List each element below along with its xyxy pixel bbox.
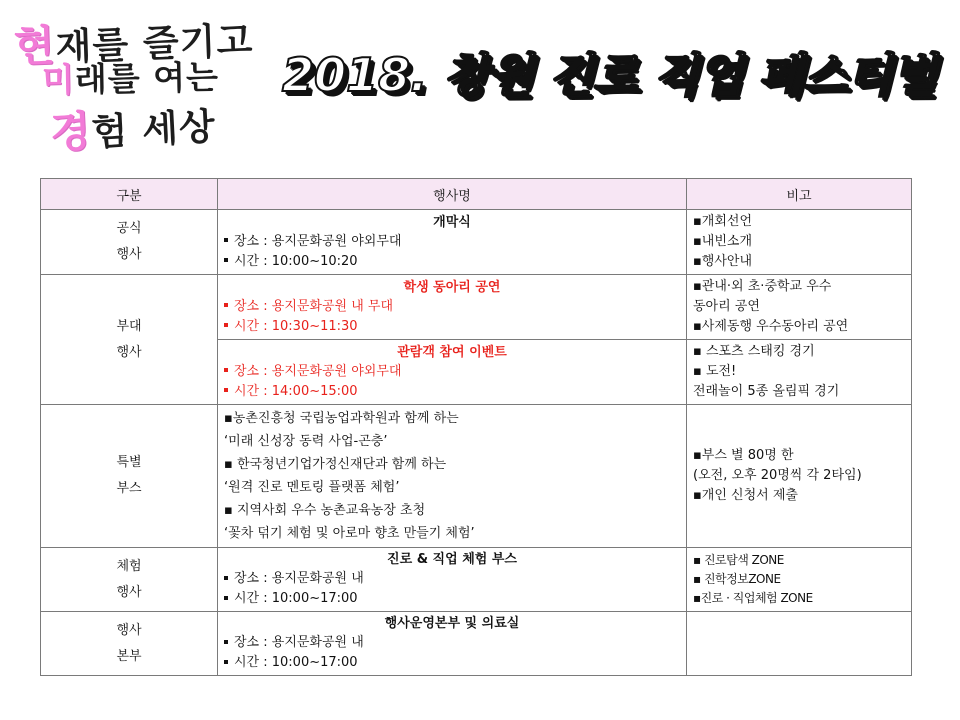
table-header-row <box>41 179 912 210</box>
category-cell <box>41 405 218 548</box>
logo-accent-char: 미 <box>41 59 76 100</box>
bullet-icon <box>224 388 228 392</box>
category-label: 행사 <box>116 622 142 638</box>
bullet-icon <box>224 238 228 242</box>
event-place <box>224 633 680 653</box>
event-place <box>224 362 680 382</box>
table-row <box>41 405 912 548</box>
remark-line: ▪ 스포츠 스태킹 경기 <box>693 344 815 359</box>
remarks-cell <box>687 340 912 405</box>
remark-line: ▪ 진로탐색 ZONE <box>693 553 784 567</box>
booth-line: ▪ 한국청년기업가정신재단과 함께 하는 <box>224 457 447 472</box>
logo-text: 험 세상 <box>90 104 217 155</box>
column-header-remarks: 비고 <box>687 179 912 210</box>
category-label: 공식 <box>116 221 142 236</box>
event-time-text: 시간 : 10:00~17:00 <box>234 655 358 670</box>
event-time <box>224 653 680 673</box>
schedule-table <box>40 178 912 676</box>
booth-line: ‘꽃차 덖기 체험 및 아로마 향초 만들기 체험’ <box>224 526 475 541</box>
logo-line-3 <box>48 104 217 158</box>
event-place-text: 장소 : 용지문화공원 야외무대 <box>234 233 402 249</box>
event-place <box>224 232 680 252</box>
bullet-icon <box>224 576 228 580</box>
event-place <box>224 297 680 317</box>
table-row <box>41 210 912 275</box>
remark-line: 전래놀이 5종 올림픽 경기 <box>693 384 840 399</box>
event-cell <box>218 405 687 548</box>
remarks-cell <box>687 548 912 612</box>
event-time <box>224 382 680 402</box>
table-row <box>41 548 912 612</box>
logo-accent-char: 현 <box>13 20 57 72</box>
category-label: 체험 <box>116 558 142 574</box>
bullet-icon <box>224 640 228 644</box>
event-cell <box>218 275 687 340</box>
remark-line: ▪진로 · 직업체험 ZONE <box>693 591 813 605</box>
category-label: 부대 <box>116 318 142 334</box>
logo-text: 래를 여는 <box>74 57 220 99</box>
event-title: 학생 동아리 공연 <box>403 279 501 295</box>
bullet-icon <box>224 368 228 372</box>
remark-line: ▪사제동행 우수동아리 공연 <box>693 319 849 334</box>
category-label: 행사 <box>116 247 142 262</box>
remark-line: ▪관내·외 초·중학교 우수 <box>693 279 832 294</box>
category-cell <box>41 275 218 405</box>
event-time-text: 시간 : 10:00~10:20 <box>234 253 358 269</box>
remark-line: ▪개회선언 <box>693 214 753 229</box>
column-header-event-name: 행사명 <box>218 179 687 210</box>
category-label: 본부 <box>116 648 142 664</box>
booth-line: ▪ 지역사회 우수 농촌교육농장 초청 <box>224 503 426 518</box>
remarks-cell <box>687 210 912 275</box>
logo-accent-char: 경 <box>48 106 93 158</box>
bullet-icon <box>224 258 228 262</box>
event-place-text: 장소 : 용지문화공원 내 무대 <box>234 298 394 314</box>
bullet-icon <box>224 323 228 327</box>
event-time <box>224 252 680 272</box>
category-cell <box>41 210 218 275</box>
booth-line: ▪농촌진흥청 국립농업과학원과 함께 하는 <box>224 411 459 426</box>
booth-line: ‘원격 진로 멘토링 플랫폼 체험’ <box>224 480 400 495</box>
event-title: 관람객 참여 이벤트 <box>397 344 507 360</box>
festival-logo <box>13 16 254 158</box>
remark-line: 동아리 공연 <box>693 299 760 314</box>
remark-line: ▪부스 별 80명 한 <box>693 448 794 463</box>
event-time <box>224 589 680 609</box>
category-cell <box>41 612 218 676</box>
category-label: 부스 <box>116 481 142 496</box>
page-title: 2018. 창원 진로 직업 페스티벌 <box>282 48 936 102</box>
remarks-cell <box>687 612 912 676</box>
logo-line-2 <box>41 57 220 100</box>
bullet-icon <box>224 596 228 600</box>
remark-line: ▪행사안내 <box>693 254 753 269</box>
event-place-text: 장소 : 용지문화공원 내 <box>234 635 364 650</box>
event-title: 진로 & 직업 체험 부스 <box>387 552 517 567</box>
remarks-cell <box>687 405 912 548</box>
event-cell <box>218 612 687 676</box>
event-cell <box>218 340 687 405</box>
event-cell <box>218 548 687 612</box>
event-time <box>224 317 680 337</box>
booth-line: ‘미래 신성장 동력 사업-곤충’ <box>224 434 388 449</box>
category-label: 행사 <box>116 344 142 360</box>
table-row <box>41 612 912 676</box>
category-label: 특별 <box>116 455 142 470</box>
bullet-icon <box>224 660 228 664</box>
event-title: 개막식 <box>433 214 471 230</box>
event-place <box>224 569 680 589</box>
event-cell <box>218 210 687 275</box>
category-label: 행사 <box>116 584 142 600</box>
event-time-text: 시간 : 10:30~11:30 <box>234 318 358 334</box>
table-row <box>41 275 912 340</box>
event-time-text: 시간 : 10:00~17:00 <box>234 591 358 606</box>
remark-line: ▪ 진학정보ZONE <box>693 572 781 586</box>
remarks-cell <box>687 275 912 340</box>
logo-text: 재를 즐기고 <box>54 18 254 69</box>
event-title: 행사운영본부 및 의료실 <box>384 616 520 631</box>
remark-line: ▪개인 신청서 제출 <box>693 488 798 503</box>
column-header-category: 구분 <box>41 179 218 210</box>
category-cell <box>41 548 218 612</box>
remark-line: ▪ 도전! <box>693 364 737 379</box>
event-place-text: 장소 : 용지문화공원 내 <box>234 571 364 586</box>
bullet-icon <box>224 303 228 307</box>
remark-line: (오전, 오후 20명씩 각 2타임) <box>693 468 862 483</box>
event-time-text: 시간 : 14:00~15:00 <box>234 383 358 399</box>
remark-line: ▪내빈소개 <box>693 234 753 249</box>
event-place-text: 장소 : 용지문화공원 야외무대 <box>234 363 402 379</box>
